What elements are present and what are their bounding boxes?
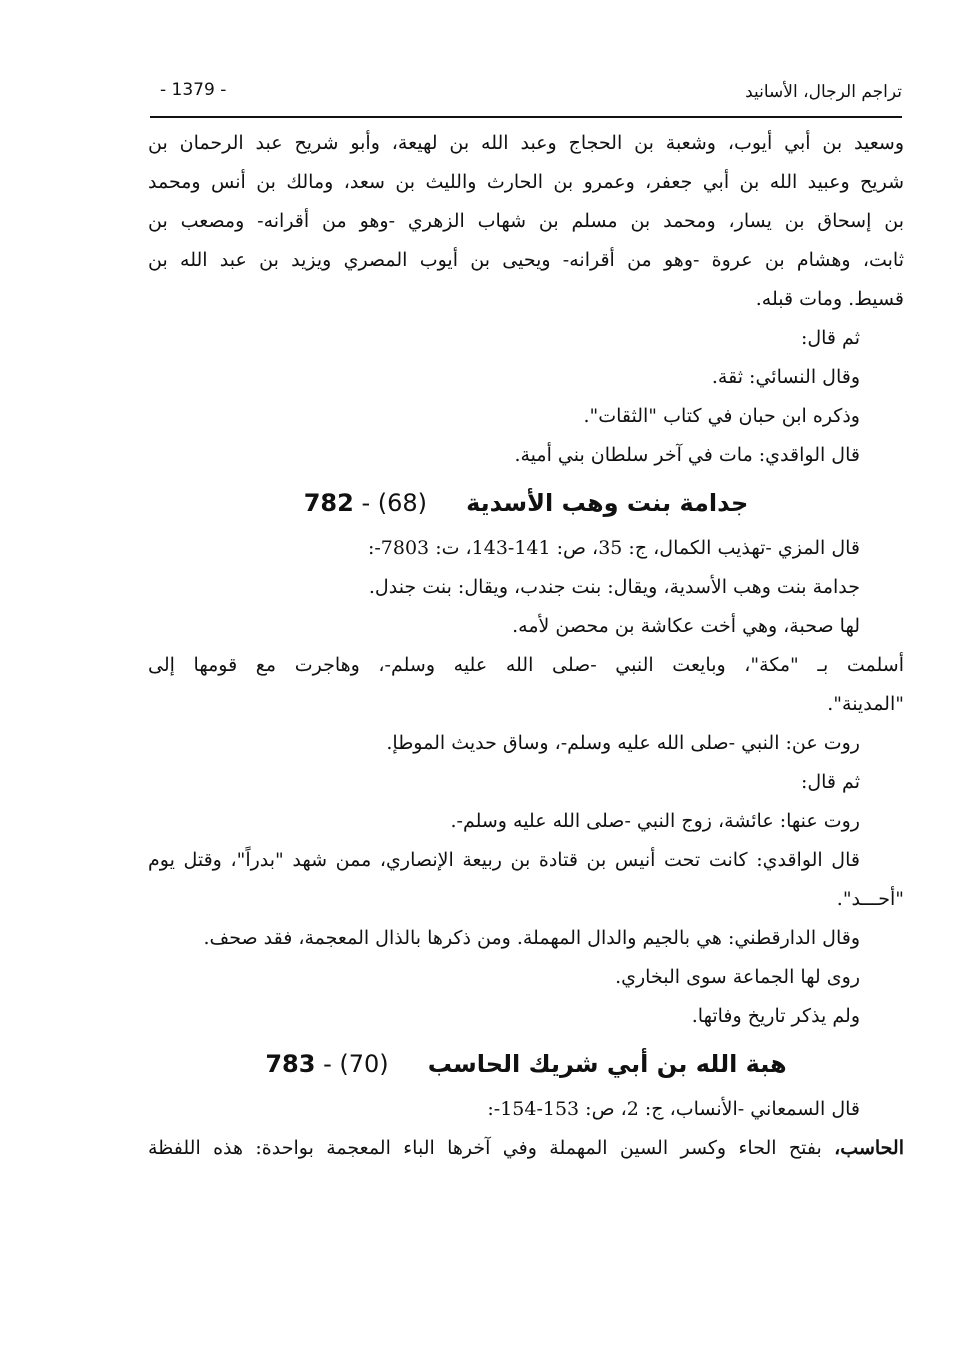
running-header-title: تراجم الرجال، الأسانيد [745, 82, 902, 102]
entry-heading-782 [148, 479, 904, 527]
entry-number: 782 - (68) [303, 489, 427, 517]
text-run: بفتح الحاء وكسر السين المهملة وفي آخرها الباء المعجمة بواحدة: هذه اللفظة [148, 1137, 822, 1159]
text-line [148, 1129, 904, 1168]
text-line: وسعيد بن أبي أيوب، وشعبة بن الحجاج وعبد الله بن لهيعة، وأبو شريح عبد الرحمان بن [148, 132, 904, 154]
text-line: روت عن: النبي -صلى الله عليه وسلم-، وساق حديث الموطإ. [386, 732, 860, 754]
page-number: - 1379 - [160, 80, 227, 100]
entry-heading-783 [148, 1040, 904, 1088]
entry-number: 783 - (70) [265, 1050, 389, 1078]
text-line: وقال الدارقطني: هي بالجيم والدال المهملة. ومن ذكرها بالذال المعجمة، فقد صحف. [203, 927, 860, 949]
text-line: "المدينة". [827, 693, 904, 715]
text-line: ثم قال: [800, 771, 860, 793]
text-line: شريح وعبيد الله بن أبي جعفر، وعمرو بن الحارث والليث بن سعد، ومالك بن أنس ومحمد [148, 171, 904, 193]
entry-sub-number: (70) [339, 1050, 389, 1078]
text-line: وذكره ابن حبان في كتاب "الثقات". [583, 405, 860, 427]
text-line: ولم يذكر تاريخ وفاتها. [691, 1005, 860, 1027]
entry-sub-number: (68) [377, 489, 427, 517]
text-line: قال السمعاني -الأنساب، ج: 2، ص: 153-154-: [487, 1098, 860, 1120]
text-line: جدامة بنت وهب الأسدية، ويقال: بنت جندب، ويقال: بنت جندل. [368, 576, 860, 598]
running-header [150, 78, 902, 112]
text-line: بن إسحاق بن يسار، ومحمد بن مسلم بن شهاب الزهري -وهو من أقرانه- ومصعب بن [148, 210, 904, 232]
text-line: روت عنها: عائشة، زوج النبي -صلى الله عليه وسلم-. [450, 810, 860, 832]
bold-term: الحاسب، [834, 1137, 904, 1159]
text-line: ثابت، وهشام بن عروة -وهو من أقرانه- ويحيى بن أيوب المصري ويزيد بن عبد الله بن [148, 249, 904, 271]
page-body [148, 124, 904, 1168]
text-line: روى لها الجماعة سوى البخاري. [615, 966, 860, 988]
text-line: لها صحبة، وهي أخت عكاشة بن محصن لأمه. [512, 615, 860, 637]
entry-number-main: 782 [303, 489, 354, 517]
text-line: ثم قال: [800, 327, 860, 349]
text-line: أسلمت بـ "مكة"، وبايعت النبي -صلى الله عليه وسلم-، وهاجرت مع قومها إلى [148, 654, 904, 676]
entry-number-main: 783 [265, 1050, 316, 1078]
text-line: وقال النسائي: ثقة. [711, 366, 860, 388]
text-line: قال الواقدي: كانت تحت أنيس بن قتادة بن ربيعة الإنصاري، ممن شهد "بدراً"، وقتل يوم [148, 849, 860, 871]
text-line: قسيط. ومات قبله. [755, 288, 904, 310]
text-line: قال المزي -تهذيب الكمال، ج: 35، ص: 141-143، ت: 7803-: [367, 537, 860, 559]
text-line: قال الواقدي: مات في آخر سلطان بني أمية. [514, 444, 860, 466]
entry-name: هبة الله بن أبي شريك الحاسب [427, 1050, 787, 1078]
entry-name: جدامة بنت وهب الأسدية [466, 489, 749, 517]
text-line: "أحـــد". [836, 888, 904, 910]
header-rule [150, 116, 902, 118]
